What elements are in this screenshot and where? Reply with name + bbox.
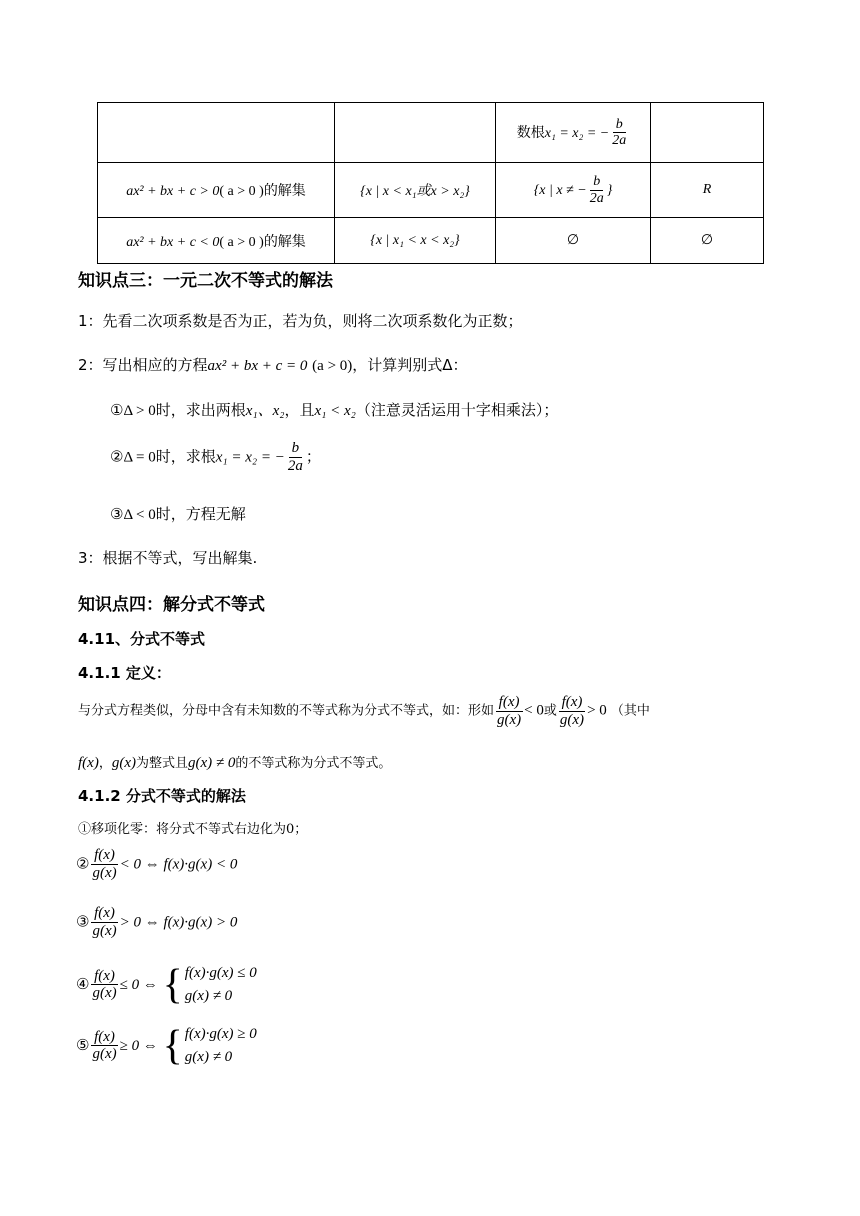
case-3: ③Δ < 0时，方程无解 [110, 505, 246, 523]
table-cell-solution-lt: {x | x₁ < x < x₂} [335, 218, 496, 264]
table-cell-double-root [496, 103, 651, 163]
table-cell-inequality-gt: ax² + bx + c > 0( a > 0 )的解集 [98, 163, 335, 218]
solution-table [97, 102, 764, 264]
fraction: $\frac{f(x)}{g(x)}$ [92, 905, 117, 939]
cell-math: x₁ = x₂ = − [544, 125, 610, 141]
fraction: $\frac{f(x)}{g(x)}$ [92, 967, 117, 1001]
cell-text: 数根 [516, 124, 545, 141]
fraction: $\frac{f(x)}{g(x)}$ [559, 694, 585, 728]
fraction: $\frac{f(x)}{g(x)}$ [497, 694, 522, 728]
case-1: ①Δ > 0时，求出两根x₁、x₂，且x₁ < x₂（注意灵活运用十字相乘法）； [110, 401, 559, 419]
section-heading: 知识点三：一元二次不等式的解法 [78, 271, 333, 291]
section-heading: 知识点四：解分式不等式 [78, 595, 265, 615]
step-3: 3：根据不等式，写出解集. [78, 549, 258, 567]
fraction: $\frac{b}{2a}$ [287, 440, 303, 474]
subsection-title: 4.1.2 分式不等式的解法 [78, 787, 246, 805]
rule-5: ⑤ $\frac{f(x)}{g(x)}$ ≥ 0 ⇔ { f(x)·g(x) ≥ 0 g(x) ≠ 0 [76, 1022, 257, 1069]
table-cell-inequality-lt: ax² + bx + c < 0( a > 0 )的解集 [98, 218, 335, 264]
rule-4: ④ $\frac{f(x)}{g(x)}$ ≤ 0 ⇔ { f(x)·g(x) ≤ 0 g(x) ≠ 0 [76, 961, 257, 1008]
fraction: $\frac{b}{2a}$ [589, 174, 604, 206]
fraction: $\frac{b}{2a}$ [612, 116, 627, 148]
table-cell-empty-set: ∅ [651, 218, 764, 264]
fraction: $\frac{f(x)}{g(x)}$ [92, 847, 117, 881]
table-cell-empty [335, 103, 496, 163]
system-brace: { f(x)·g(x) ≥ 0 g(x) ≠ 0 [162, 1022, 257, 1069]
table-cell-empty [98, 103, 335, 163]
table-cell-empty-set: ∅ [496, 218, 651, 264]
table-cell-solution-neg: R [651, 163, 764, 218]
table-cell-solution-gt: {x | x < x₁或x > x₂} [335, 163, 496, 218]
fraction: $\frac{f(x)}{g(x)}$ [92, 1028, 117, 1062]
definition-line-2: f(x)，g(x)为整式且g(x) ≠ 0的不等式称为分式不等式。 [78, 755, 392, 771]
subsection-title: 4.11、分式不等式 [78, 630, 206, 648]
subsection-title: 4.1.1 定义： [78, 664, 171, 682]
step-2: 2：写出相应的方程ax² + bx + c = 0 (a > 0)，计算判别式Δ： [78, 356, 468, 374]
table-cell-empty [651, 103, 764, 163]
system-brace: { f(x)·g(x) ≤ 0 g(x) ≠ 0 [162, 961, 257, 1008]
table-cell-solution-gt-zero: {x | x ≠ − $\frac{b}{2a}$ } [496, 163, 651, 218]
step-1: 1：先看二次项系数是否为正，若为负，则将二次项系数化为正数； [78, 312, 523, 330]
rule-3: ③ $\frac{f(x)}{g(x)}$ > 0 ⇔ f(x)·g(x) > 0 [76, 905, 238, 939]
case-2: ②Δ = 0时，求根x₁ = x₂ = − $\frac{b}{2a}$ ； [110, 440, 321, 474]
definition-line-1: 与分式方程类似，分母中含有未知数的不等式称为分式不等式，如：形如 $\frac{f(x)}{g(x)}$ < 0或 $\frac{f(x)}{g(x)}$ > 0 （其中 [78, 694, 650, 728]
step-move: ①移项化零：将分式不等式右边化为0； [78, 822, 308, 837]
rule-2: ② $\frac{f(x)}{g(x)}$ < 0 ⇔ f(x)·g(x) < 0 [76, 847, 238, 881]
